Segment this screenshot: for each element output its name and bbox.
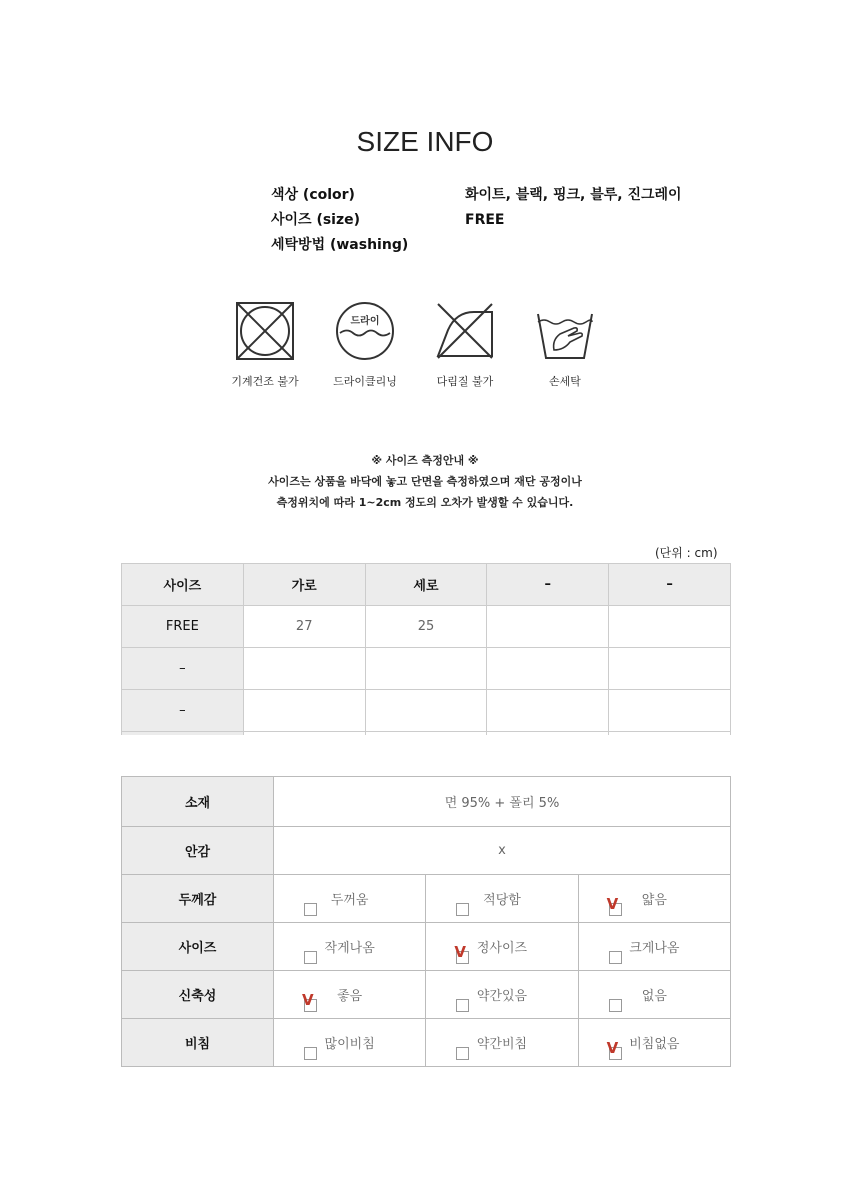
check-mark-icon: V [606, 895, 619, 913]
table-cell [487, 690, 609, 732]
option-label: 많이비침 [324, 1037, 375, 1052]
checkbox[interactable] [456, 1047, 469, 1060]
check-mark-icon: V [454, 943, 466, 961]
size-table-header [122, 564, 731, 606]
table-cell [243, 732, 365, 736]
wash-item [410, 300, 520, 389]
attribute-row [122, 1019, 731, 1067]
attribute-option [426, 923, 578, 971]
row-head-cell: – [122, 690, 244, 732]
table-cell [365, 732, 487, 736]
attribute-option [274, 1019, 426, 1067]
check-mark-icon: V [302, 991, 314, 1009]
table-cell [487, 732, 609, 736]
table-cell: 27 [243, 606, 365, 648]
option-label: 얇음 [641, 893, 667, 908]
option-label: 비침없음 [629, 1037, 680, 1052]
info-value: FREE [465, 212, 505, 228]
table-cell [243, 648, 365, 690]
note-line: 측정위치에 따라 1~2cm 정도의 오차가 발생할 수 있습니다. [276, 496, 574, 509]
attribute-option [274, 875, 426, 923]
attribute-rows [122, 875, 731, 1067]
header-cell: 세로 [365, 564, 487, 606]
table-cell [487, 606, 609, 648]
table-row-cutoff [122, 732, 731, 736]
lining-row [122, 827, 731, 875]
row-head-cell: – [122, 648, 244, 690]
checkbox[interactable] [304, 1047, 317, 1060]
lining-value: x [274, 827, 731, 875]
header-cell: – [487, 564, 609, 606]
wash-item [210, 300, 320, 389]
attribute-option [426, 875, 578, 923]
option-label: 두꺼움 [330, 893, 369, 908]
no-tumble-dry-icon [234, 300, 296, 362]
material-table [121, 776, 731, 1067]
check-mark-icon: V [606, 1039, 619, 1057]
dry-clean-icon [334, 300, 396, 362]
lining-label: 안감 [122, 827, 274, 875]
table-cell: 25 [365, 606, 487, 648]
attribute-label: 신축성 [122, 971, 274, 1019]
size-note [0, 450, 850, 513]
wash-label: 다림질 불가 [436, 375, 494, 388]
row-head-cell: FREE [122, 606, 244, 648]
attribute-option [274, 923, 426, 971]
option-label: 없음 [641, 989, 667, 1004]
attribute-option [578, 1019, 730, 1067]
info-key: 사이즈 (size) [271, 212, 361, 228]
size-table [121, 563, 731, 735]
wash-label: 기계건조 불가 [231, 375, 299, 388]
attribute-option [578, 923, 730, 971]
option-label: 정사이즈 [476, 941, 528, 956]
hand-wash-icon [534, 300, 596, 362]
note-line: 사이즈는 상품을 바닥에 놓고 단면을 측정하였으며 재단 공정이나 [268, 475, 582, 488]
checkbox[interactable] [304, 951, 317, 964]
info-key: 색상 (color) [271, 187, 355, 203]
checkbox[interactable] [304, 903, 317, 916]
option-label: 약간비침 [476, 1037, 528, 1052]
option-label: 약간있음 [476, 989, 528, 1004]
table-cell [365, 690, 487, 732]
header-cell: 사이즈 [122, 564, 244, 606]
option-label: 작게나옴 [324, 941, 375, 956]
attribute-label: 비침 [122, 1019, 274, 1067]
checkbox[interactable] [456, 903, 469, 916]
material-value: 면 95% + 폴리 5% [274, 777, 731, 827]
attribute-option [578, 971, 730, 1019]
option-label: 좋음 [337, 989, 363, 1004]
checkbox[interactable] [609, 999, 622, 1012]
checkbox[interactable] [456, 999, 469, 1012]
table-cell [609, 732, 731, 736]
option-label: 크게나옴 [629, 941, 680, 956]
table-cell [609, 648, 731, 690]
attribute-label: 두께감 [122, 875, 274, 923]
table-cell [487, 648, 609, 690]
wash-label: 손세탁 [549, 375, 581, 388]
wash-item [310, 300, 420, 389]
option-label: 적당함 [483, 893, 521, 908]
table-cell [122, 732, 244, 736]
attribute-option [274, 971, 426, 1019]
attribute-option [426, 1019, 578, 1067]
header-cell: – [609, 564, 731, 606]
material-row [122, 777, 731, 827]
no-iron-icon [434, 300, 496, 362]
unit-label: (단위 : cm) [655, 546, 718, 560]
table-cell [609, 690, 731, 732]
table-cell [243, 690, 365, 732]
note-title: ※ 사이즈 측정안내 ※ [371, 454, 479, 467]
dry-clean-text: 드라이 [350, 316, 380, 327]
table-cell [365, 648, 487, 690]
header-cell: 가로 [243, 564, 365, 606]
attribute-option [578, 875, 730, 923]
table-row [122, 606, 731, 648]
attribute-option [426, 971, 578, 1019]
wash-item [510, 300, 620, 389]
wash-label: 드라이클리닝 [333, 375, 397, 388]
checkbox[interactable] [609, 951, 622, 964]
info-value: 화이트, 블랙, 핑크, 블루, 진그레이 [465, 187, 682, 203]
attribute-row [122, 875, 731, 923]
table-row [122, 648, 731, 690]
material-label: 소재 [122, 777, 274, 827]
info-key: 세탁방법 (washing) [271, 237, 409, 253]
attribute-row [122, 923, 731, 971]
attribute-row [122, 971, 731, 1019]
table-cell [609, 606, 731, 648]
table-row [122, 690, 731, 732]
page-title: SIZE INFO [356, 126, 494, 157]
attribute-label: 사이즈 [122, 923, 274, 971]
